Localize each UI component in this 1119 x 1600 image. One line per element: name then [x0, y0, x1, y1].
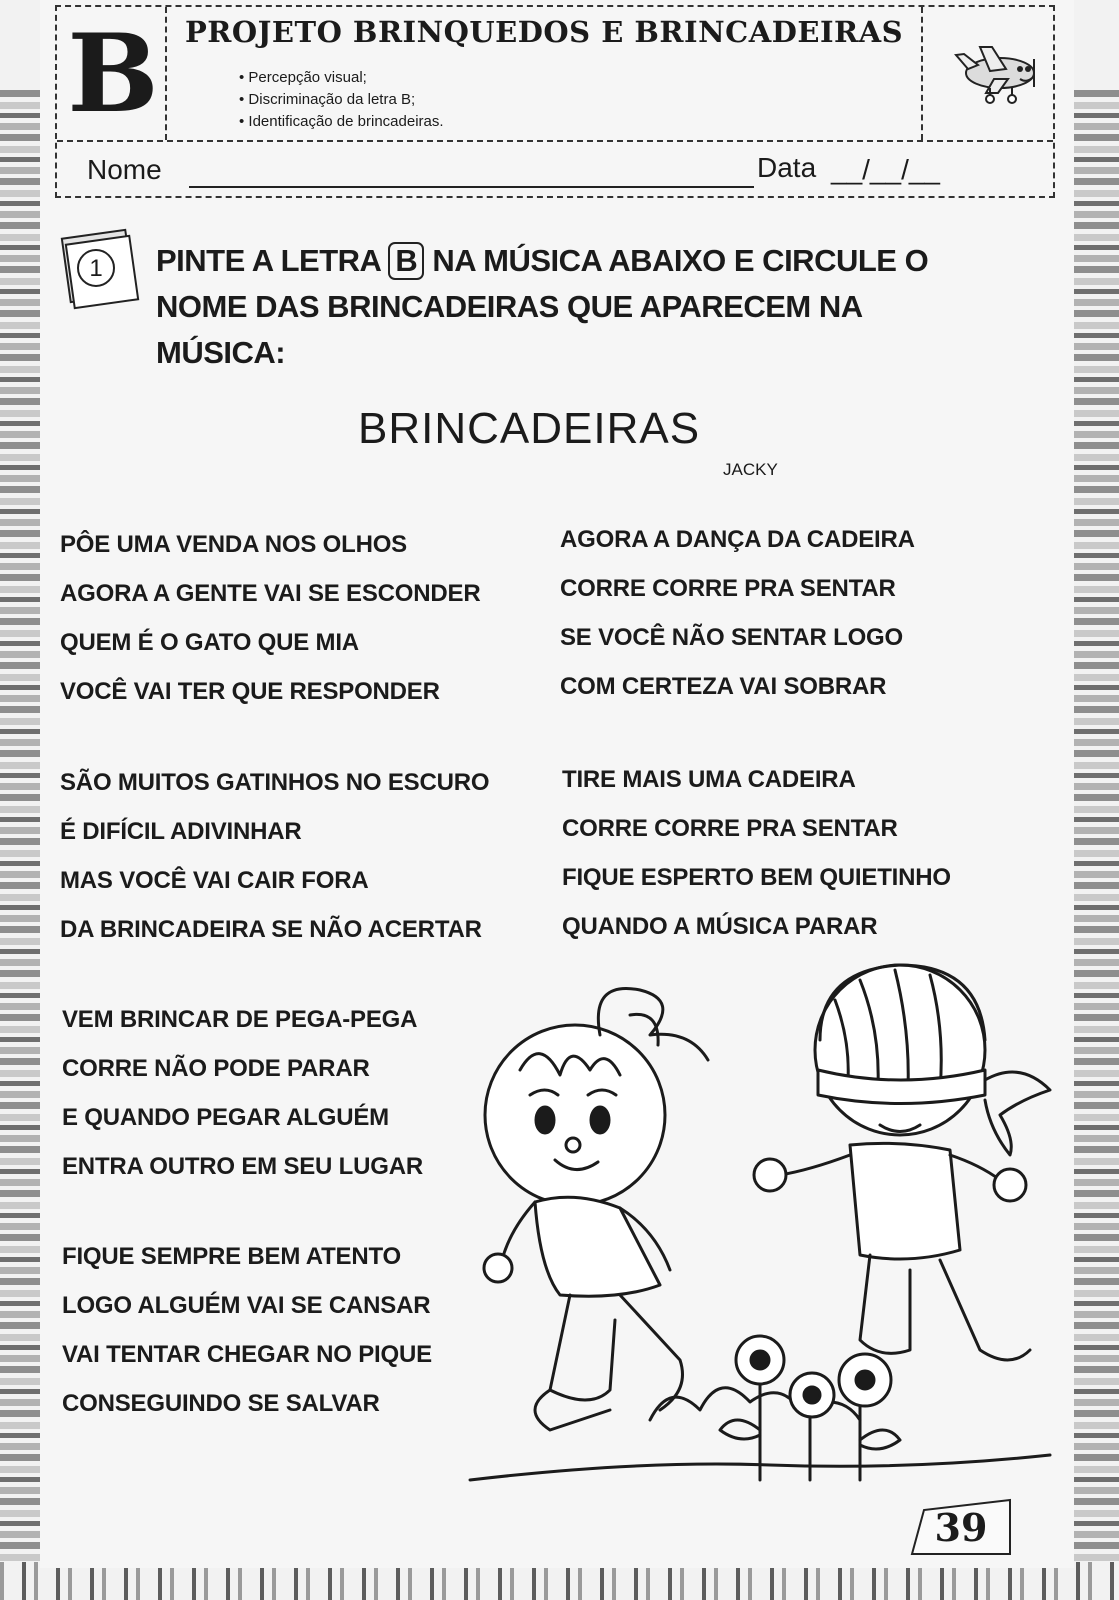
verse-line: FIQUE SEMPRE BEM ATENTO — [62, 1243, 401, 1270]
activity-number-badge — [56, 228, 140, 319]
objective-item: • Percepção visual; — [239, 67, 444, 89]
verse-line: E QUANDO PEGAR ALGUÉM — [62, 1104, 389, 1131]
song-verse — [562, 755, 951, 951]
date-field[interactable]: __/__/__ — [831, 154, 940, 185]
girl-figure — [484, 988, 708, 1430]
verse-line: CORRE NÃO PODE PARAR — [62, 1055, 370, 1082]
boxed-letter: B — [388, 242, 424, 280]
worksheet-header — [55, 5, 1055, 198]
song-author: JACKY — [723, 460, 778, 479]
verse-line: CONSEGUINDO SE SALVAR — [62, 1390, 380, 1417]
letter-box — [57, 7, 167, 140]
verse-line: CORRE CORRE PRA SENTAR — [562, 815, 898, 842]
verse-line: AGORA A GENTE VAI SE ESCONDER — [60, 580, 481, 607]
boy-figure — [754, 965, 1050, 1360]
song-verse — [60, 520, 480, 716]
verse-line: COM CERTEZA VAI SOBRAR — [560, 673, 887, 700]
song-verse — [62, 995, 423, 1191]
verse-line: AGORA A DANÇA DA CADEIRA — [560, 526, 915, 553]
name-date-row — [57, 140, 1053, 198]
airplane-icon — [950, 39, 1046, 109]
song-title: BRINCADEIRAS — [358, 404, 701, 453]
plane-box — [943, 7, 1053, 140]
activity-instruction — [156, 238, 996, 376]
name-field[interactable] — [189, 186, 754, 188]
song-verse — [560, 515, 915, 711]
flowers — [720, 1336, 900, 1480]
children-playing-illustration — [440, 940, 1060, 1525]
activity-number: 1 — [89, 255, 103, 282]
project-title: PROJETO BRINQUEDOS E BRINCADEIRAS — [185, 15, 904, 49]
verse-line: ENTRA OUTRO EM SEU LUGAR — [62, 1153, 423, 1180]
objectives-list — [239, 67, 444, 133]
instruction-text-start: PINTE A LETRA — [156, 243, 389, 278]
verse-line: LOGO ALGUÉM VAI SE CANSAR — [62, 1292, 431, 1319]
verse-line: É DIFÍCIL ADIVINHAR — [60, 818, 302, 845]
featured-letter: B — [67, 10, 155, 137]
page-number: 39 — [934, 1504, 988, 1550]
verse-line: MAS VOCÊ VAI CAIR FORA — [60, 867, 369, 894]
song-verse — [60, 758, 489, 954]
objective-item: • Identificação de brincadeiras. — [239, 111, 444, 133]
verse-line: FIQUE ESPERTO BEM QUIETINHO — [562, 864, 951, 891]
verse-line: VAI TENTAR CHEGAR NO PIQUE — [62, 1341, 432, 1368]
objective-item: • Discriminação da letra B; — [239, 89, 444, 111]
instruction-text-end: NA MÚSICA ABAIXO E CIRCULE O NOME DAS BRINCADEIRAS QUE APARECEM NA MÚSICA: — [156, 243, 929, 370]
verse-line: QUEM É O GATO QUE MIA — [60, 629, 359, 656]
verse-line: SE VOCÊ NÃO SENTAR LOGO — [560, 624, 903, 651]
verse-line: VOCÊ VAI TER QUE RESPONDER — [60, 678, 440, 705]
verse-line: DA BRINCADEIRA SE NÃO ACERTAR — [60, 916, 482, 943]
verse-line: TIRE MAIS UMA CADEIRA — [562, 766, 856, 793]
verse-line: SÃO MUITOS GATINHOS NO ESCURO — [60, 769, 490, 796]
name-label: Nome — [87, 154, 162, 185]
verse-line: QUANDO A MÚSICA PARAR — [562, 913, 878, 940]
verse-line: CORRE CORRE PRA SENTAR — [560, 575, 896, 602]
worksheet-page — [40, 0, 1074, 1568]
page-number-tab — [906, 1496, 1016, 1558]
song-verse — [62, 1232, 432, 1428]
verse-line: PÔE UMA VENDA NOS OLHOS — [60, 531, 407, 558]
verse-line: VEM BRINCAR DE PEGA-PEGA — [62, 1006, 418, 1033]
title-area — [167, 7, 923, 140]
date-label: Data — [757, 152, 817, 183]
